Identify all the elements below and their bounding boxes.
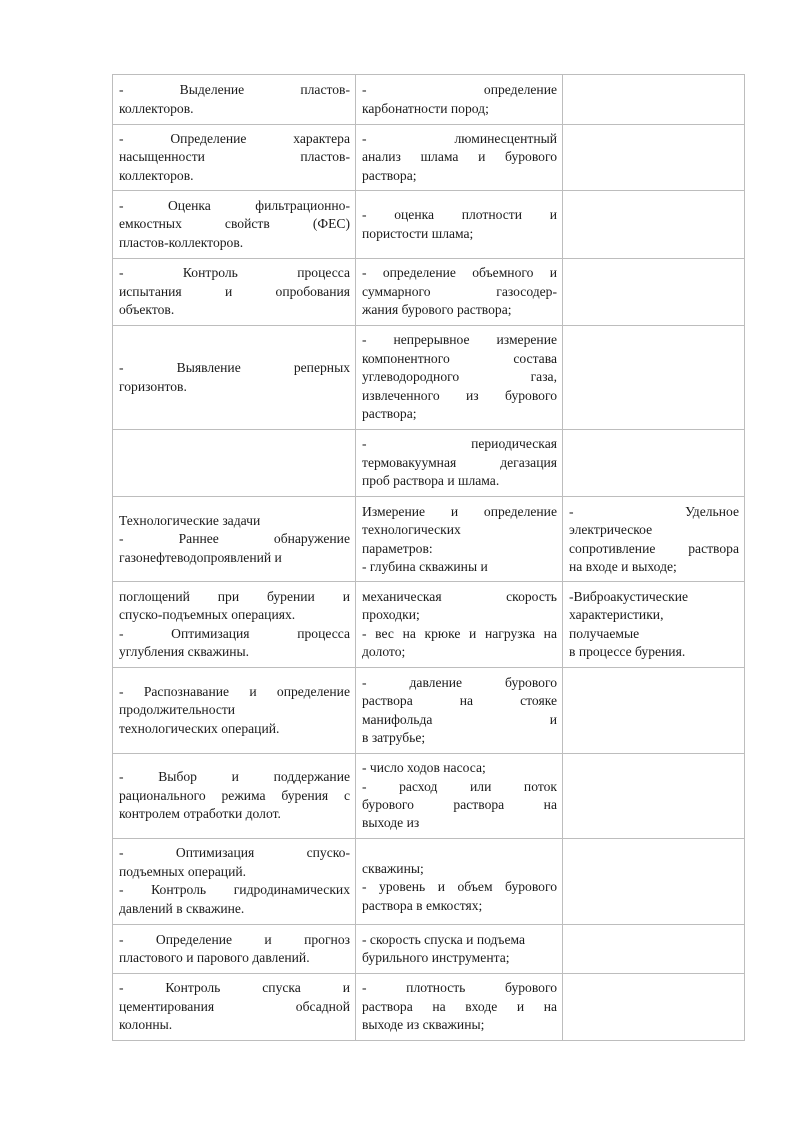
measurement-cell bbox=[356, 430, 563, 497]
cell-line: - определение объемного и bbox=[362, 265, 557, 281]
extra-cell bbox=[563, 668, 745, 754]
cell-line: пластового и парового давлений. bbox=[119, 950, 310, 965]
cell-line: - Выбор и поддержание bbox=[119, 769, 350, 785]
task-cell bbox=[113, 974, 356, 1041]
cell-line: спуско-подъемных операциях. bbox=[119, 607, 296, 623]
cell-line: пластов-коллекторов. bbox=[119, 234, 244, 250]
extra-cell bbox=[563, 582, 745, 668]
cell-line: - Оптимизация спуско- bbox=[119, 845, 350, 861]
table-row bbox=[113, 754, 745, 839]
cell-line: механическая скорость bbox=[362, 589, 557, 604]
cell-line: емкостных свойств (ФЕС) bbox=[119, 216, 350, 232]
table-row bbox=[113, 925, 745, 974]
cell-line: электрическое bbox=[569, 522, 653, 538]
extra-cell bbox=[563, 430, 745, 497]
task-cell bbox=[113, 326, 356, 430]
cell-line: -Виброакустические bbox=[569, 589, 689, 604]
task-cell bbox=[113, 191, 356, 259]
extra-cell bbox=[563, 259, 745, 326]
extra-cell bbox=[563, 191, 745, 259]
cell-line: раствора в емкостях; bbox=[362, 897, 483, 913]
cell-line: проб раствора и шлама. bbox=[362, 473, 500, 489]
cell-line: параметров: bbox=[362, 540, 433, 556]
cell-line: - Распознавание и определение bbox=[119, 683, 350, 699]
table-row bbox=[113, 259, 745, 326]
cell-line: - Выделение пластов- bbox=[119, 82, 350, 98]
cell-line: сопротивление раствора bbox=[569, 540, 739, 556]
measurement-cell bbox=[356, 125, 563, 191]
cell-line: проходки; bbox=[362, 607, 420, 623]
task-cell bbox=[113, 430, 356, 497]
extra-cell bbox=[563, 75, 745, 125]
cell-line: подъемных операций. bbox=[119, 863, 247, 879]
cell-line: - уровень и объем бурового bbox=[362, 879, 557, 895]
table-row bbox=[113, 582, 745, 668]
cell-line: - вес на крюке и нагрузка на bbox=[362, 625, 557, 641]
cell-line: извлеченного из бурового bbox=[362, 387, 557, 403]
cell-line: технологических операций. bbox=[119, 720, 280, 736]
cell-line: - расход или поток bbox=[362, 778, 557, 794]
task-cell bbox=[113, 582, 356, 668]
cell-line: - определение bbox=[362, 82, 557, 98]
table-row bbox=[113, 430, 745, 497]
cell-line: - Контроль процесса bbox=[119, 265, 350, 281]
table-row bbox=[113, 125, 745, 191]
table-row bbox=[113, 839, 745, 925]
cell-line: углеводородного газа, bbox=[362, 369, 557, 385]
cell-line: раствора на стояке bbox=[362, 693, 557, 709]
cell-line: коллекторов. bbox=[119, 100, 194, 116]
cell-line: - оценка плотности и bbox=[362, 207, 557, 223]
measurement-cell bbox=[356, 259, 563, 326]
section-heading: Технологические задачи bbox=[119, 512, 261, 528]
cell-line: термовакуумная дегазация bbox=[362, 454, 557, 470]
cell-line: - Контроль гидродинамических bbox=[119, 882, 350, 898]
measurement-cell bbox=[356, 326, 563, 430]
cell-line: - люминесцентный bbox=[362, 130, 557, 146]
task-cell bbox=[113, 754, 356, 839]
cell-line: характеристики, bbox=[569, 607, 664, 623]
cell-line: - Выявление реперных bbox=[119, 360, 350, 376]
cell-line: - плотность бурового bbox=[362, 980, 557, 996]
table-row bbox=[113, 75, 745, 125]
task-cell bbox=[113, 497, 356, 582]
cell-line: пористости шлама; bbox=[362, 225, 474, 241]
measurement-cell bbox=[356, 191, 563, 259]
cell-line: испытания и опробования bbox=[119, 283, 350, 299]
cell-line: давлений в скважине. bbox=[119, 900, 245, 916]
cell-line: горизонтов. bbox=[119, 378, 187, 394]
extra-cell bbox=[563, 754, 745, 839]
cell-line: карбонатности пород; bbox=[362, 100, 489, 116]
cell-line: газонефтеводопроявлений и bbox=[119, 549, 282, 565]
table-row bbox=[113, 497, 745, 582]
cell-line: продолжительности bbox=[119, 702, 236, 718]
cell-line: углубления скважины. bbox=[119, 644, 250, 660]
cell-line: в затрубье; bbox=[362, 729, 426, 745]
cell-line: - Определение характера bbox=[119, 130, 350, 146]
measurement-cell bbox=[356, 839, 563, 925]
cell-line: выходе из скважины; bbox=[362, 1017, 485, 1033]
cell-line: Измерение и определение bbox=[362, 504, 557, 519]
cell-line: суммарного газосодер- bbox=[362, 283, 557, 299]
table-row bbox=[113, 668, 745, 754]
task-cell bbox=[113, 259, 356, 326]
cell-line: рационального режима бурения с bbox=[119, 787, 350, 803]
cell-line: - скорость спуска и подъема bbox=[362, 931, 526, 947]
cell-line: скважины; bbox=[362, 860, 424, 876]
extra-cell bbox=[563, 839, 745, 925]
cell-line: выходе из bbox=[362, 815, 420, 831]
cell-line: - Раннее обнаружение bbox=[119, 531, 350, 547]
measurement-cell bbox=[356, 668, 563, 754]
cell-line: - Определение и прогноз bbox=[119, 931, 350, 947]
extra-cell bbox=[563, 326, 745, 430]
table-row bbox=[113, 191, 745, 259]
cell-line: коллекторов. bbox=[119, 167, 194, 183]
extra-cell bbox=[563, 125, 745, 191]
extra-cell bbox=[563, 974, 745, 1041]
cell-line: - глубина скважины и bbox=[362, 559, 488, 575]
requirements-table bbox=[112, 74, 745, 1041]
task-cell bbox=[113, 925, 356, 974]
cell-line: - Оптимизация процесса bbox=[119, 625, 350, 641]
cell-line: раствора на входе и на bbox=[362, 998, 557, 1014]
task-cell bbox=[113, 125, 356, 191]
measurement-cell bbox=[356, 925, 563, 974]
cell-line: насыщенности пластов- bbox=[119, 149, 350, 165]
cell-line: раствора; bbox=[362, 167, 417, 183]
cell-line: компонентного состава bbox=[362, 350, 557, 366]
table-row bbox=[113, 974, 745, 1041]
cell-line: поглощений при бурении и bbox=[119, 589, 350, 604]
cell-line: - Удельное bbox=[569, 504, 739, 519]
cell-line: бурового раствора на bbox=[362, 797, 557, 812]
cell-line: колонны. bbox=[119, 1017, 173, 1033]
cell-line: манифольда и bbox=[362, 711, 557, 727]
cell-line: получаемые bbox=[569, 625, 640, 641]
cell-line: в процессе бурения. bbox=[569, 644, 686, 660]
cell-line: контролем отработки долот. bbox=[119, 806, 281, 822]
extra-cell bbox=[563, 925, 745, 974]
measurement-cell bbox=[356, 754, 563, 839]
extra-cell bbox=[563, 497, 745, 582]
cell-line: на входе и выходе; bbox=[569, 559, 677, 575]
cell-line: - давление бурового bbox=[362, 674, 557, 690]
cell-line: цементирования обсадной bbox=[119, 998, 350, 1014]
task-cell bbox=[113, 839, 356, 925]
cell-line: - число ходов насоса; bbox=[362, 760, 486, 776]
task-cell bbox=[113, 668, 356, 754]
cell-line: - Оценка фильтрационно- bbox=[119, 197, 350, 213]
cell-line: технологических bbox=[362, 522, 461, 538]
cell-line: - периодическая bbox=[362, 436, 557, 452]
cell-line: - непрерывное измерение bbox=[362, 332, 557, 348]
task-cell bbox=[113, 75, 356, 125]
measurement-cell bbox=[356, 75, 563, 125]
measurement-cell bbox=[356, 974, 563, 1041]
table-row bbox=[113, 326, 745, 430]
measurement-cell bbox=[356, 497, 563, 582]
cell-line: объектов. bbox=[119, 302, 175, 318]
measurement-cell bbox=[356, 582, 563, 668]
cell-line: бурильного инструмента; bbox=[362, 950, 510, 965]
cell-line: анализ шлама и бурового bbox=[362, 149, 557, 165]
cell-line: - Контроль спуска и bbox=[119, 980, 350, 996]
cell-line: раствора; bbox=[362, 406, 417, 422]
cell-line: жания бурового раствора; bbox=[362, 302, 512, 318]
cell-line: долото; bbox=[362, 644, 406, 660]
